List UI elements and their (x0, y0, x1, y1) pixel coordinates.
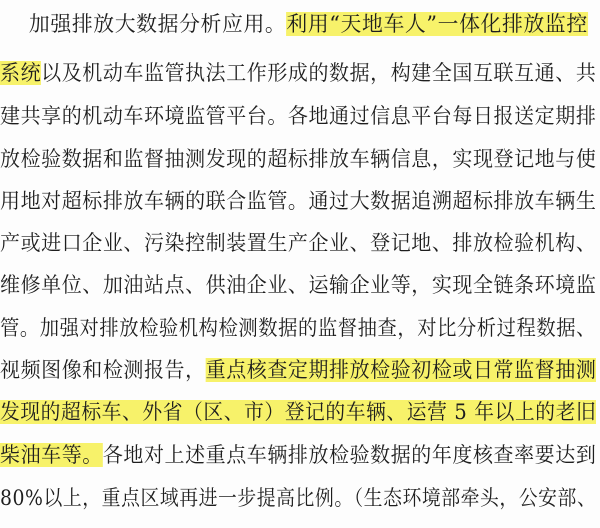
text-line: 产或进口企业、污染控制装置生产企业、登记地、排放检验机构、 (0, 231, 597, 255)
text-line: 加强排放大数据分析应用。利用“天地车人”一体化排放监控 (0, 12, 588, 36)
text-line: 建共享的机动车环境监管平台。各地通过信息平台每日报送定期排 (0, 104, 597, 128)
text-line: 80%以上，重点区域再进一步提高比例。（生态环境部牵头，公安部、 (0, 486, 597, 510)
text-line: 放检验数据和监督抽测发现的超标排放车辆信息，实现登记地与使 (0, 147, 597, 171)
text-line: 用地对超标排放车辆的联合监管。通过大数据追溯超标排放车辆生 (0, 189, 597, 213)
highlighted-text: 重点核查定期排放检验初检或日常监督抽测 (205, 358, 597, 382)
text-line: 柴油车等。各地对上述重点车辆排放检验数据的年度核查率要达到 (0, 443, 597, 467)
highlighted-text: 柴油车等。 (0, 443, 103, 467)
text-line: 视频图像和检测报告，重点核查定期排放检验初检或日常监督抽测 (0, 358, 597, 382)
text-line: 系统以及机动车监管执法工作形成的数据，构建全国互联互通、共 (0, 61, 597, 85)
highlighted-text: 利用“天地车人”一体化排放监控 (286, 12, 588, 36)
text-line: 管。加强对排放检验机构检测数据的监督抽查，对比分析过程数据、 (0, 316, 596, 340)
text-line: 维修单位、加油站点、供油企业、运输企业等，实现全链条环境监 (0, 273, 597, 297)
highlighted-text: 发现的超标车、外省（区、市）登记的车辆、运营 5 年以上的老旧 (0, 400, 597, 424)
text-line (0, 398, 597, 426)
highlighted-text: 系统 (0, 61, 42, 85)
